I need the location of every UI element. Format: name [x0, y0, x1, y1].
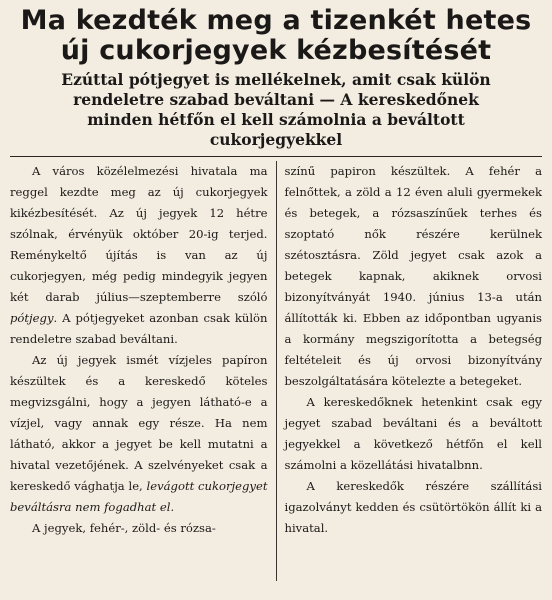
- left-column: [10, 161, 277, 581]
- subhead-line-2: rendeletre szabad beváltani — A kereskedőnek: [73, 90, 479, 109]
- right-column: [277, 161, 543, 581]
- left-p2-text: Az új jegyek ismét vízjeles papíron készültek és a kereskedő köteles megvizsgálni, hogy a jegyen látható-e a vízjel, vagy annak egy része. Ha nem látható, akkor a jegyet be kell mutatni a hivatal vezetőjének. A szelvényeket csak a kereskedő vághatja le,: [10, 353, 268, 493]
- left-paragraph-1: [10, 161, 268, 350]
- headline-line-1: Ma kezdték meg a tizenkét hetes: [20, 5, 532, 36]
- left-paragraph-3: A jegyek, fehér-, zöld- és rózsa-: [32, 521, 216, 535]
- left-p1-tail: . A pótjegyeket azonban csak külön rendeletre szabad beváltani.: [10, 311, 268, 346]
- left-p2-emphasis: levágott cukorjegyet beváltásra nem fogadhat el.: [10, 479, 268, 514]
- subheadline: [10, 70, 542, 150]
- left-paragraph-2: [10, 350, 268, 518]
- headline-divider: [10, 156, 542, 157]
- right-paragraph-2: A kereskedőknek hetenkint csak egy jegyet szabad beváltani és a beváltott jegyekkel a következő hétfőn el kell számolni a közellátási hivatalbnn.: [284, 395, 542, 472]
- subhead-line-4: cukorjegyekkel: [209, 130, 343, 149]
- article-body: [10, 161, 542, 581]
- left-p1-text: A város közélelmezési hivatala ma reggel kezdte meg az új cukorjegyek kikézbesítését. Az új jegyek 12 hétre szólnak, érvényük október 20-ig terjed. Reménykeltő újítás is van az új cukorjegyen, még pedig mindegyik jegyen két darab július—szeptemberre szóló: [10, 164, 268, 304]
- right-paragraph-1: színű papiron készültek. A fehér a felnőttek, a zöld a 12 éven aluli gyermekek és betegek, a rózsaszínűek terhes és szoptató nők részére kerülnek szétosztásra. Zöld jegyet csak azok a betegek kapnak, akiknek orvosi bizonyítványát 1940. június 13-a után állították ki. Ebben az időpontban ugyanis a kormány megszigorította a betegség feltételeit és új orvosi bizonyítvány beszolgáltatására kötelezte a betegeket.: [284, 164, 542, 388]
- headline-line-2: új cukorjegyek kézbesítését: [60, 35, 492, 66]
- subhead-line-1: Ezúttal pótjegyet is mellékelnek, amit csak külön: [61, 70, 491, 89]
- right-paragraph-3: A kereskedők részére szállítási igazolványt kedden és csütörtökön állít ki a hivatal.: [284, 479, 542, 535]
- left-p1-emphasis: pótjegy: [10, 311, 54, 325]
- headline: [10, 6, 542, 66]
- subhead-line-3: minden hétfőn el kell számolnia a beváltott: [87, 110, 465, 129]
